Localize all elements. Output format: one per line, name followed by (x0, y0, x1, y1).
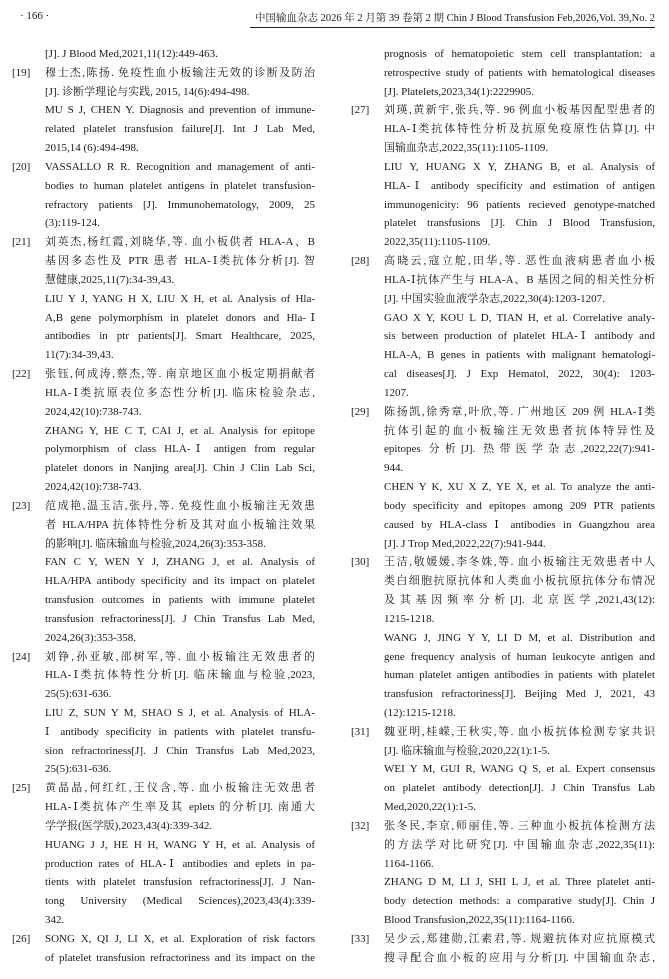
reference-line (351, 760, 655, 779)
reference-line (12, 233, 315, 252)
reference-text: 2024,42(10):738-743. (45, 481, 142, 494)
reference-number: [24] (12, 650, 31, 663)
reference-line (12, 760, 315, 779)
reference-line (351, 572, 655, 591)
reference-text: 国输血杂志,2022,35(11):1105-1109. (384, 142, 549, 155)
reference-text: 342. (45, 914, 65, 927)
reference-line (12, 271, 315, 290)
reference-line (351, 440, 655, 459)
reference-text: 11(7):34-39,43. (45, 349, 114, 362)
reference-line (351, 422, 655, 441)
reference-number: [21] (12, 236, 31, 249)
reference-line (351, 365, 655, 384)
reference-text: 1215-1218. (384, 612, 435, 625)
reference-line (12, 365, 315, 384)
running-head: 中国输血杂志 2026 年 2 月第 39 卷第 2 期 Chin J Blood Transfusion Feb,2026,Vol. 39,No. 2 (250, 10, 655, 28)
reference-text: 基因多态性及 PTR 患者 HLA-Ⅰ类抗体分析[J]. 智 (45, 255, 315, 268)
reference-text: HLA-Ⅰ类抗体特性分析[J]. 临床输血与检验,2023, (45, 669, 315, 682)
reference-text: immunogenicity: 96 patients recieved genotype-matched (384, 198, 655, 211)
reference-text: [J]. Platelets,2023,34(1):2229905. (384, 85, 535, 98)
reference-text: [J]. 临床输血与检验,2020,22(1):1-5. (384, 744, 550, 757)
reference-text: transfusion refractoriness[J]. J Chin Transfus Lab Med, (45, 612, 315, 625)
reference-text: tients with platelet transfusion refractoriness[J]. J Nan- (45, 876, 315, 889)
reference-text: VASSALLO R R. Recognition and management of anti- (45, 160, 315, 173)
reference-text: 范成艳,温玉洁,张丹,等. 免疫性血小板输注无效患 (45, 499, 315, 512)
reference-text: epitopes 分析[J]. 热带医学杂志,2022,22(7):941- (384, 443, 655, 456)
reference-line (351, 309, 655, 328)
reference-text: 2024,26(3):353-358. (45, 631, 137, 644)
reference-text: 25(5):631-636. (45, 763, 112, 776)
reference-line (12, 723, 315, 742)
reference-text: transfusion refractoriness[J]. Beijing Med J, 2021, 43 (384, 688, 655, 701)
reference-line (351, 101, 655, 120)
reference-text: MU S J, CHEN Y. Diagnosis and prevention of immune- (45, 104, 315, 117)
reference-text: gene frequency analysis of human leukocyte antigen and (384, 650, 655, 663)
reference-line (12, 290, 315, 309)
reference-line (351, 233, 655, 252)
reference-text: platelet transfusions [J]. Chin J Blood Transfusion, (384, 217, 655, 230)
reference-line (12, 309, 315, 328)
reference-line (12, 798, 315, 817)
reference-text: tong University (Medical Sciences),2023,43(4):339- (45, 895, 315, 908)
reference-line (351, 478, 655, 497)
reference-text: HUANG J J, HE H H, WANG Y H, et al. Analysis of (45, 838, 315, 851)
reference-text: HLA-Ⅰ抗体产生与 HLA-A、B 基因之间的相关性分析 (384, 273, 655, 286)
reference-line (12, 327, 315, 346)
reference-text: 2022,35(11):1105-1109. (384, 236, 491, 249)
reference-line (12, 591, 315, 610)
reference-text: 张钰,何成涛,蔡杰,等. 南京地区血小板定期捐献者 (45, 368, 315, 381)
reference-line (351, 45, 655, 64)
reference-text: 1207. (384, 386, 409, 399)
reference-text: sion refractoriness[J]. J Chin Transfus Lab Med,2023, (45, 744, 315, 757)
reference-line (12, 403, 315, 422)
reference-line (12, 196, 315, 215)
reference-line (351, 214, 655, 233)
reference-text: SONG X, QI J, LI X, et al. Exploration of risk factors (45, 932, 315, 945)
reference-text: body specificity and epitopes among 209 PTR patients (384, 499, 655, 512)
reference-line (351, 535, 655, 554)
reference-text: caused by HLA-class Ⅰ antibodies in Guangzhou area (384, 518, 655, 531)
reference-text: HLA-Ⅰ类抗体特性分析及抗原免疫原性估算[J]. 中 (384, 123, 655, 136)
reference-text: 穆士杰,陈扬. 免疫性血小板输注无效的诊断及防治 (45, 66, 315, 79)
reference-line (12, 120, 315, 139)
reference-text: 刘英杰,杨红霞,刘晓华,等. 血小板供者 HLA-A、B (45, 236, 315, 249)
reference-line (12, 177, 315, 196)
reference-text: cal diseases[J]. J Exp Hematol, 2022, 30(4): 1203- (384, 368, 655, 381)
reference-line (351, 196, 655, 215)
reference-text: LIU Z, SUN Y M, SHAO S J, et al. Analysis of HLA- (45, 706, 315, 719)
reference-text: 者 HLA/HPA 抗体特性分析及其对血小板输注效果 (45, 518, 315, 531)
reference-line (351, 459, 655, 478)
reference-text: HLA-Ⅰ类抗原表位多态性分析[J]. 临床检验杂志, (45, 386, 315, 399)
reference-text: bodies to human platelet antigens in platelet transfusion- (45, 179, 315, 192)
reference-text: polymorphism of class HLA-Ⅰ antigen from regular (45, 443, 315, 456)
reference-line (12, 384, 315, 403)
reference-line (351, 327, 655, 346)
reference-text: of platelet transfusion refractoriness and its impact on the (45, 951, 315, 964)
reference-text: 的影响[J]. 临床输血与检验,2024,26(3):353-358. (45, 537, 266, 550)
reference-text: ZHANG Y, HE C T, CAI J, et al. Analysis for epitope (45, 424, 315, 437)
reference-line (351, 704, 655, 723)
reference-number: [32] (351, 819, 370, 832)
reference-line (351, 384, 655, 403)
reference-line (351, 855, 655, 874)
reference-number: [22] (12, 368, 31, 381)
reference-text: on platelet antibody detection[J]. J Chin Transfus Lab (384, 782, 655, 795)
reference-line (12, 666, 315, 685)
reference-number: [19] (12, 66, 31, 79)
reference-text: [J]. 中国实验血液学杂志,2022,30(4):1203-1207. (384, 292, 605, 305)
reference-text: Blood Transfusion,2022,35(11):1164-1166. (384, 914, 575, 927)
reference-line (12, 158, 315, 177)
reference-line (12, 139, 315, 158)
reference-text: FAN C Y, WEN Y J, ZHANG J, et al. Analysis of (45, 556, 315, 569)
reference-line (12, 346, 315, 365)
reference-number: [30] (351, 556, 370, 569)
reference-line (12, 855, 315, 874)
reference-text: platelet donors in Nanjing area[J]. Chin J Clin Lab Sci, (45, 462, 315, 475)
reference-line (12, 648, 315, 667)
reference-text: 及其基因频率分析[J]. 北京医学,2021,43(12): (384, 594, 655, 607)
reference-line (12, 101, 315, 120)
references-column-right (351, 45, 655, 968)
page-number: · 166 · (20, 10, 50, 22)
reference-line (351, 892, 655, 911)
reference-line (12, 873, 315, 892)
reference-line (12, 892, 315, 911)
reference-line (351, 817, 655, 836)
reference-text: 黄晶晶,何红红,王仪含,等. 血小板输注无效患者 (45, 782, 315, 795)
reference-line (12, 572, 315, 591)
reference-line (351, 403, 655, 422)
reference-text: 的方法学对比研究[J]. 中国输血杂志,2022,35(11): (384, 838, 655, 851)
reference-text: GAO X Y, KOU L D, TIAN H, et al. Correlative analy- (384, 311, 655, 324)
reference-text: A,B gene polymorphism in platelet donors and Hla-Ⅰ (45, 311, 315, 324)
reference-text: 张冬民,李京,师丽佳,等. 三种血小板抗体检测方法 (384, 819, 655, 832)
reference-text: WANG J, JING Y Y, LI D M, et al. Distribution and (384, 631, 655, 644)
reference-text: 陈扬凯,徐秀章,叶欣,等. 广州地区 209 例 HLA-Ⅰ类 (384, 405, 655, 418)
reference-text: 2024,42(10):738-743. (45, 405, 142, 418)
reference-line (12, 949, 315, 968)
reference-line (351, 930, 655, 949)
references-column-left (12, 45, 315, 968)
reference-text: (12):1215-1218. (384, 706, 456, 719)
reference-text: retrospective study of patients with hematological diseases (384, 66, 655, 79)
reference-text: refractory patients [J]. Immunohematology, 2009, 25 (45, 198, 315, 211)
reference-text: 吴少云,郑建勋,江素君,等. 规避抗体对应抗原模式 (384, 932, 655, 945)
reference-text: human platelet antigen antibodies in patients with platelet (384, 669, 655, 682)
reference-line (12, 779, 315, 798)
reference-number: [20] (12, 160, 31, 173)
reference-line (351, 666, 655, 685)
reference-number: [31] (351, 725, 370, 738)
reference-line (12, 440, 315, 459)
reference-text: 刘铮,孙亚敏,邵树军,等. 血小板输注无效患者的 (45, 650, 315, 663)
reference-number: [26] (12, 932, 31, 945)
reference-line (351, 553, 655, 572)
reference-text: 25(5):631-636. (45, 688, 112, 701)
reference-text: LIU Y J, YANG H X, LIU X H, et al. Analysis of Hla- (45, 292, 315, 305)
reference-text: 刘瑛,黄新宇,张兵,等. 96 例血小板基因配型患者的 (384, 104, 655, 117)
reference-line (12, 64, 315, 83)
reference-line (12, 83, 315, 102)
reference-text: Ⅰ antibody specificity in patients with platelet transfu- (45, 725, 315, 738)
reference-text: HLA-Ⅰ antibody specificity and estimation of antigen (384, 179, 655, 192)
reference-text: 魏亚明,桂嵘,王秋实,等. 血小板抗体检测专家共识 (384, 725, 655, 738)
reference-text: 慧健康,2025,11(7):34-39,43. (45, 273, 175, 286)
reference-line (351, 64, 655, 83)
reference-number: [28] (351, 255, 370, 268)
reference-line (12, 535, 315, 554)
reference-text: 学学报(医学版),2023,43(4):339-342. (45, 819, 213, 832)
reference-line (351, 629, 655, 648)
reference-line (12, 553, 315, 572)
reference-line (12, 478, 315, 497)
reference-line (12, 911, 315, 930)
reference-line (12, 817, 315, 836)
reference-text: ZHANG D M, LI J, SHI L J, et al. Three platelet anti- (384, 876, 655, 889)
reference-line (12, 516, 315, 535)
reference-text: production rates of HLA-Ⅰ antibodies and eplets in pa- (45, 857, 315, 870)
reference-line (351, 779, 655, 798)
reference-number: [33] (351, 932, 370, 945)
reference-line (351, 177, 655, 196)
reference-text: HLA/HPA antibody specificity and its impact on platelet (45, 575, 315, 588)
reference-line (351, 158, 655, 177)
reference-line (351, 497, 655, 516)
reference-line (351, 873, 655, 892)
reference-text: prognosis of hematopoietic stem cell transplantation: a (384, 48, 655, 60)
reference-line (12, 685, 315, 704)
reference-line (351, 610, 655, 629)
reference-number: [23] (12, 499, 31, 512)
reference-text: LIU Y, HUANG X Y, ZHANG B, et al. Analysis of (384, 160, 655, 173)
reference-line (351, 798, 655, 817)
reference-number: [27] (351, 104, 370, 117)
reference-line (12, 459, 315, 478)
reference-line (351, 648, 655, 667)
reference-line (351, 949, 655, 968)
reference-text: 类白细胞抗原抗体和人类血小板抗原抗体分布情况 (384, 575, 655, 588)
reference-text: 抗体引起的血小板输注无效患者抗体特异性及 (384, 424, 655, 437)
reference-text: 1164-1166. (384, 857, 434, 870)
reference-line (351, 83, 655, 102)
reference-text: [J]. J Blood Med,2021,11(12):449-463. (45, 48, 218, 60)
reference-text: 高晓云,寇立舵,田华,等. 恶性血液病患者血小板 (384, 255, 655, 268)
reference-line (351, 252, 655, 271)
reference-line (12, 836, 315, 855)
reference-line (351, 120, 655, 139)
reference-line (12, 497, 315, 516)
reference-text: [J]. J Trop Med,2022,22(7):941-944. (384, 537, 546, 550)
reference-line (351, 139, 655, 158)
reference-text: 944. (384, 462, 404, 475)
reference-text: 2015,14 (6):494-498. (45, 142, 139, 155)
reference-line (12, 930, 315, 949)
reference-text: sis between production of platelet HLA-Ⅰ antibody and (384, 330, 655, 343)
reference-line (12, 629, 315, 648)
reference-line (351, 290, 655, 309)
reference-text: related platelet transfusion failure[J]. Int J Lab Med, (45, 123, 315, 136)
reference-line (351, 346, 655, 365)
reference-number: [25] (12, 782, 31, 795)
reference-line (351, 836, 655, 855)
reference-line (351, 911, 655, 930)
reference-text: CHEN Y K, XU X Z, YE X, et al. To analyze the anti- (384, 481, 655, 494)
reference-text: (3):119-124. (45, 217, 100, 230)
reference-text: HLA-Ⅰ类抗体产生率及其 eplets 的分析[J]. 南通大 (45, 801, 315, 814)
reference-text: WEI Y M, GUI R, WANG Q S, et al. Expert consensus (384, 763, 655, 776)
reference-number: [29] (351, 405, 370, 418)
reference-text: Med,2020,22(1):1-5. (384, 801, 476, 814)
reference-line (351, 742, 655, 761)
reference-line (351, 723, 655, 742)
reference-line (351, 516, 655, 535)
reference-line (12, 422, 315, 441)
reference-line (351, 591, 655, 610)
reference-text: antibodies in ptr patients[J]. Smart Healthcare, 2025, (45, 330, 315, 343)
reference-line (12, 214, 315, 233)
reference-line (12, 742, 315, 761)
reference-line (12, 252, 315, 271)
reference-line (12, 704, 315, 723)
reference-text: [J]. 诊断学理论与实践, 2015, 14(6):494-498. (45, 85, 250, 98)
reference-line (12, 610, 315, 629)
reference-text: HLA-A, B genes in patients with malignant hematologi- (384, 349, 655, 362)
reference-text: 王洁,敬媛媛,李冬姝,等. 血小板输注无效患者中人 (384, 556, 655, 569)
reference-text: 搜寻配合血小板的应用与分析[J]. 中国输血杂志, (384, 951, 655, 964)
reference-text: body detection methods: a comparative study[J]. Chin J (384, 895, 655, 908)
reference-line (351, 685, 655, 704)
reference-text: transfusion outcomes in patients with immune platelet (45, 594, 315, 607)
reference-line (12, 45, 315, 64)
reference-line (351, 271, 655, 290)
